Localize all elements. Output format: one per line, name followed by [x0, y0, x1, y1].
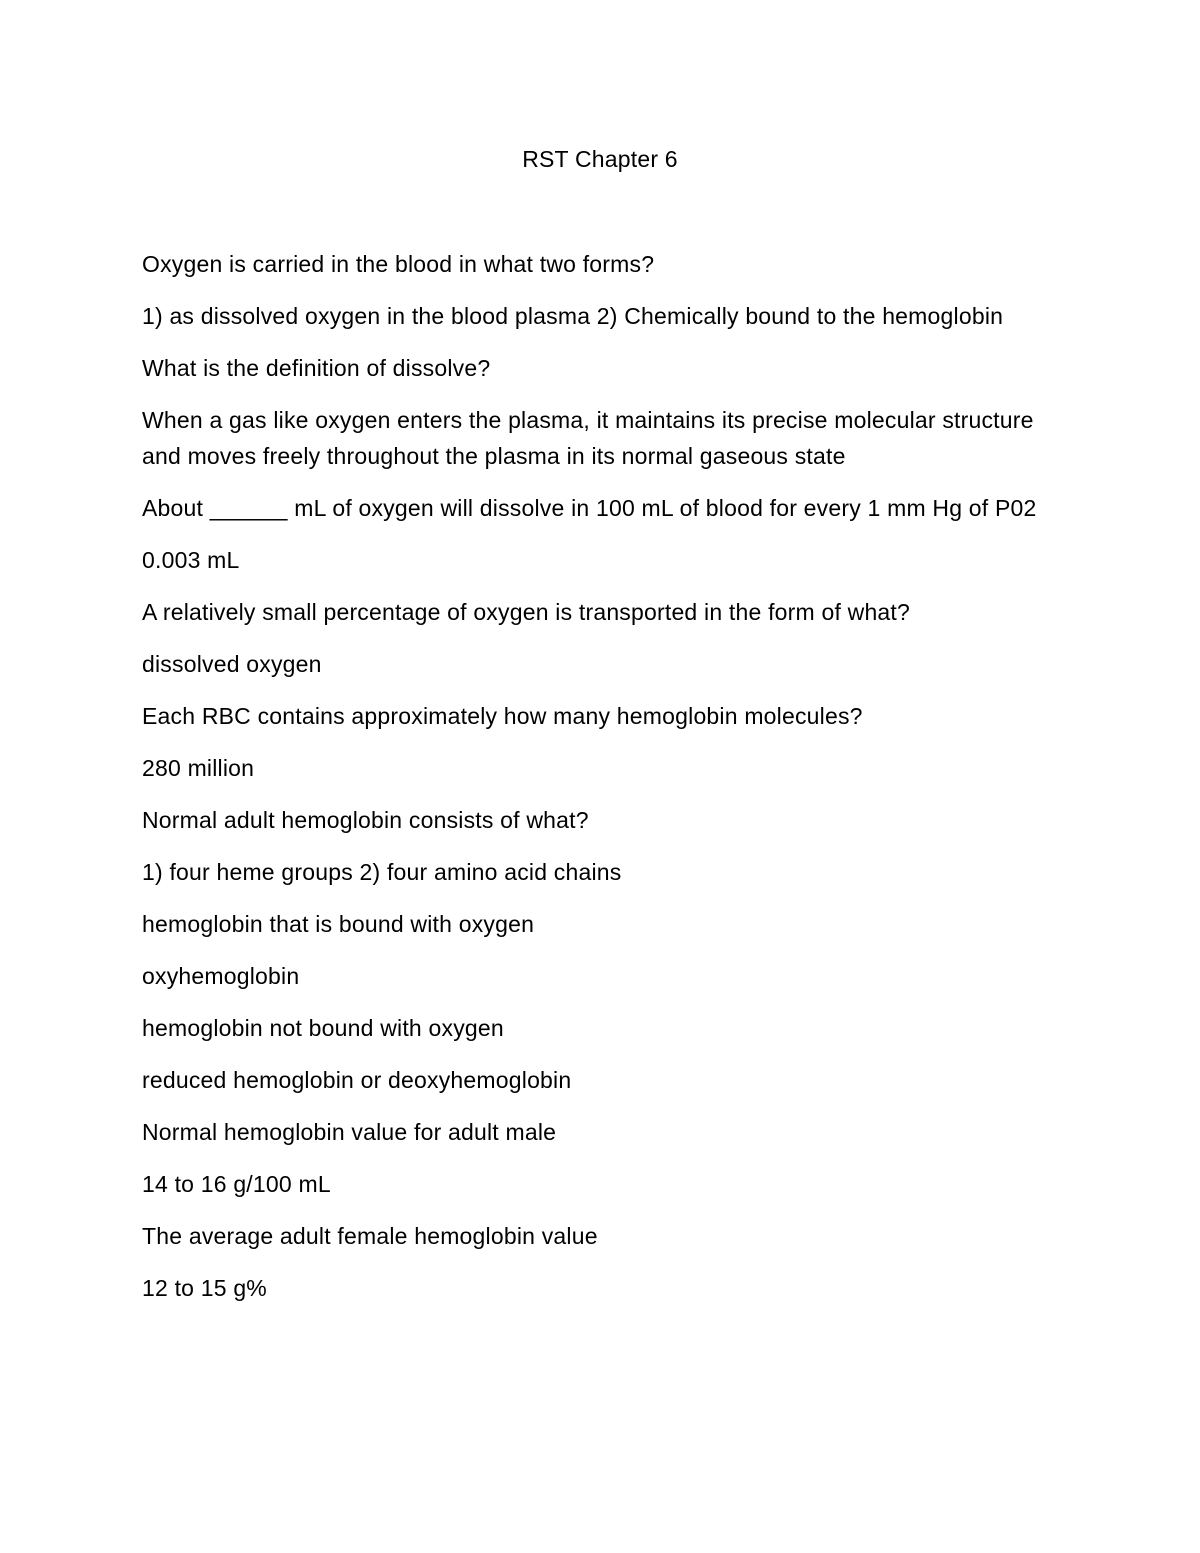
question-paragraph: hemoglobin not bound with oxygen	[142, 1015, 504, 1041]
question-paragraph: The average adult female hemoglobin value	[142, 1223, 598, 1249]
answer-paragraph: 1) four heme groups 2) four amino acid chains	[142, 859, 622, 885]
document-title: RST Chapter 6	[522, 146, 678, 172]
answer-paragraph: When a gas like oxygen enters the plasma, it maintains its precise molecular structure and moves freely throughout the plasma in its normal gaseous state	[142, 407, 1034, 469]
question-paragraph: Oxygen is carried in the blood in what two forms?	[142, 251, 655, 277]
answer-paragraph: dissolved oxygen	[142, 651, 322, 677]
answer-paragraph: 12 to 15 g%	[142, 1275, 267, 1301]
answer-paragraph: 280 million	[142, 755, 255, 781]
question-paragraph: hemoglobin that is bound with oxygen	[142, 911, 535, 937]
question-paragraph: Normal hemoglobin value for adult male	[142, 1119, 557, 1145]
answer-paragraph: 0.003 mL	[142, 547, 240, 573]
answer-paragraph: oxyhemoglobin	[142, 963, 300, 989]
question-paragraph: About ______ mL of oxygen will dissolve in 100 mL of blood for every 1 mm Hg of P02	[142, 495, 1037, 521]
document-body	[142, 246, 1072, 1322]
answer-paragraph: 14 to 16 g/100 mL	[142, 1171, 331, 1197]
answer-paragraph: reduced hemoglobin or deoxyhemoglobin	[142, 1067, 572, 1093]
question-paragraph: A relatively small percentage of oxygen is transported in the form of what?	[142, 599, 911, 625]
question-paragraph: What is the definition of dissolve?	[142, 355, 491, 381]
question-paragraph: Normal adult hemoglobin consists of what?	[142, 807, 589, 833]
answer-paragraph: 1) as dissolved oxygen in the blood plasma 2) Chemically bound to the hemoglobin	[142, 303, 1004, 329]
question-paragraph: Each RBC contains approximately how many hemoglobin molecules?	[142, 703, 863, 729]
